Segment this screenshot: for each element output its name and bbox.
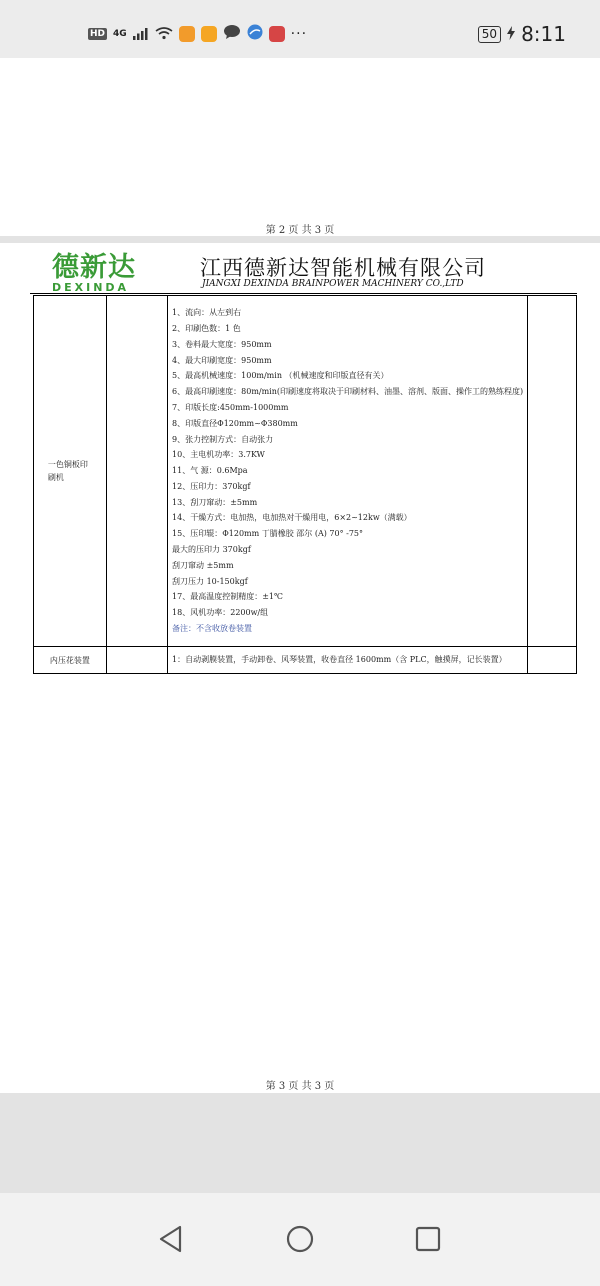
recents-icon: [415, 1225, 441, 1253]
table-row: [34, 647, 577, 674]
feature-line: 刮刀压力 10-150kgf: [172, 576, 248, 586]
item-name: 一色铜板印刷机: [47, 460, 88, 482]
feature-line: 17、最高温度控制精度：±1℃: [172, 592, 283, 602]
feature-line: 10、主电机功率：3.7KW: [172, 450, 265, 460]
charging-icon: [507, 25, 515, 44]
status-right: [478, 22, 566, 46]
back-icon: [158, 1225, 184, 1253]
document-page-2: [0, 58, 600, 236]
page-footer: 第 2 页 共 3 页: [265, 225, 335, 236]
feature-line: 刮刀窜动 ±5mm: [172, 560, 234, 570]
feature-line: 4、最大印刷宽度：950mm: [172, 355, 272, 365]
message-icon: [223, 24, 241, 44]
network-type: 4G: [113, 29, 127, 39]
empty-cell: [106, 296, 167, 647]
feature-line: 7、印版长度:450mm-1000mm: [172, 402, 289, 412]
reader-app-icon: [269, 26, 285, 42]
logo-text-cn: 德新达: [52, 252, 136, 283]
feature-line: 2、印刷色数：1 色: [172, 323, 241, 333]
empty-cell: [528, 647, 577, 674]
hd-badge: HD: [90, 29, 106, 39]
feature-line: 13、刮刀窜动：±5mm: [172, 497, 258, 507]
home-icon: [286, 1225, 314, 1253]
features-cell: [168, 296, 528, 647]
empty-cell: [106, 647, 167, 674]
app-notification-icon: [179, 26, 195, 42]
clock: 8:11: [521, 22, 566, 46]
document-page-3: [0, 243, 600, 1093]
feature-line: 3、卷料最大宽度：950mm: [172, 339, 272, 349]
app-notification-icon: [201, 26, 217, 42]
page-footer: 第 3 页 共 3 页: [265, 1081, 335, 1092]
item-name-cell: [34, 647, 107, 674]
back-button[interactable]: [158, 1225, 184, 1257]
feature-line: 5、最高机械速度：100m/min （机械速度和印版直径有关）: [172, 371, 389, 381]
feature-line: 9、张力控制方式：自动张力: [172, 434, 274, 444]
spec-table: [33, 295, 577, 674]
header-divider: [30, 293, 577, 294]
feature-line: 15、压印辊：Φ120mm 丁腈橡胶 邵尔 (A) 70° -75°: [172, 529, 364, 539]
home-button[interactable]: [286, 1225, 314, 1257]
recents-button[interactable]: [415, 1225, 441, 1257]
wifi-icon: [155, 25, 173, 44]
navigation-bar: [0, 1193, 600, 1286]
browser-icon: [247, 24, 263, 44]
feature-line: 11、气 源：0.6Mpa: [172, 466, 248, 476]
feature-line: 18、风机功率：2200w/组: [172, 608, 269, 618]
feature-line: 8、印版直径Φ120mm~Φ380mm: [172, 418, 298, 428]
company-name-en: JIANGXI DEXINDA BRAINPOWER MACHINERY CO.,LTD: [202, 279, 464, 289]
status-left: [88, 24, 307, 44]
feature-line: 1、流向：从左到右: [172, 308, 242, 318]
company-logo: [52, 253, 150, 294]
signal-icon: [133, 25, 149, 44]
item-name: 内压花装置: [49, 655, 90, 665]
table-row: [34, 296, 577, 647]
logo-text-en: DEXINDA: [52, 281, 130, 294]
item-name-cell: [34, 296, 107, 647]
feature-line: 6、最高印刷速度：80m/min(印刷速度将取决于印刷材料、油墨、溶剂、版面、操作工的熟练程度): [172, 387, 524, 397]
battery-level: 50: [478, 26, 501, 43]
company-name-cn: 江西德新达智能机械有限公司: [200, 256, 486, 280]
feature-note: 备注：不含收放卷装置: [172, 624, 253, 634]
feature-line: 12、压印力：370kgf: [172, 481, 251, 491]
more-icon: ···: [290, 26, 308, 42]
feature-line: 1：自动剥膜装置，手动卸卷、风琴装置，收卷直径 1600mm（含 PLC，触摸屏，记长装置）: [172, 655, 507, 665]
status-bar: [0, 0, 600, 58]
empty-cell: [528, 296, 577, 647]
feature-line: 最大的压印力 370kgf: [172, 545, 251, 555]
features-cell: [168, 647, 528, 674]
feature-line: 14、干燥方式：电加热，电加热对干燥用电，6×2~12kw（满载）: [172, 513, 412, 523]
